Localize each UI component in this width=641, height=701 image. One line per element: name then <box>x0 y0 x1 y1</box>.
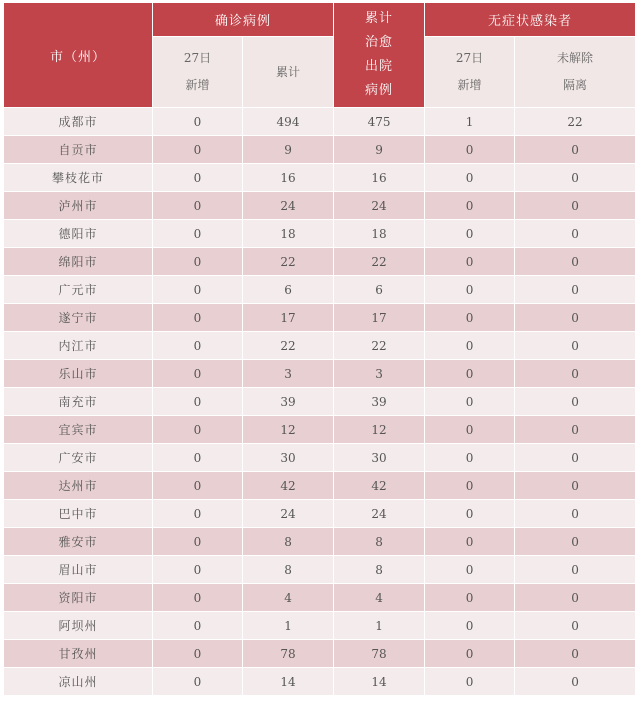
table-row <box>4 500 636 528</box>
cell-asym-isolated: 0 <box>515 500 636 528</box>
cell-city: 攀枝花市 <box>4 164 153 192</box>
subheader-confirmed-new <box>153 37 243 108</box>
table-row <box>4 332 636 360</box>
table-row <box>4 304 636 332</box>
cell-confirmed-total: 3 <box>243 360 334 388</box>
cell-city: 达州市 <box>4 472 153 500</box>
header-recovered-line2: 治愈 <box>365 35 394 50</box>
cell-recovered: 24 <box>334 500 425 528</box>
subheader-asym-new-line2: 新增 <box>457 78 482 92</box>
table-row <box>4 192 636 220</box>
cell-confirmed-new: 0 <box>153 556 243 584</box>
cell-confirmed-new: 0 <box>153 276 243 304</box>
cell-confirmed-new: 0 <box>153 164 243 192</box>
covid-stats-table <box>3 2 636 696</box>
cell-confirmed-total: 42 <box>243 472 334 500</box>
cell-asym-new: 0 <box>425 276 515 304</box>
cell-city: 甘孜州 <box>4 640 153 668</box>
table-row <box>4 416 636 444</box>
header-city: 市（州） <box>4 3 153 108</box>
cell-city: 自贡市 <box>4 136 153 164</box>
cell-recovered: 8 <box>334 528 425 556</box>
table-row <box>4 136 636 164</box>
cell-confirmed-total: 12 <box>243 416 334 444</box>
table-row <box>4 612 636 640</box>
cell-confirmed-total: 16 <box>243 164 334 192</box>
cell-confirmed-total: 6 <box>243 276 334 304</box>
cell-asym-isolated: 0 <box>515 388 636 416</box>
cell-confirmed-total: 39 <box>243 388 334 416</box>
header-confirmed: 确诊病例 <box>153 3 334 37</box>
cell-recovered: 24 <box>334 192 425 220</box>
cell-confirmed-new: 0 <box>153 500 243 528</box>
cell-recovered: 6 <box>334 276 425 304</box>
cell-recovered: 18 <box>334 220 425 248</box>
cell-confirmed-total: 24 <box>243 500 334 528</box>
cell-city: 雅安市 <box>4 528 153 556</box>
header-recovered <box>334 3 425 108</box>
cell-asym-isolated: 0 <box>515 220 636 248</box>
cell-confirmed-new: 0 <box>153 304 243 332</box>
cell-confirmed-new: 0 <box>153 640 243 668</box>
cell-asym-new: 0 <box>425 332 515 360</box>
cell-asym-new: 0 <box>425 136 515 164</box>
table-row <box>4 276 636 304</box>
table-row <box>4 248 636 276</box>
cell-confirmed-total: 4 <box>243 584 334 612</box>
cell-recovered: 9 <box>334 136 425 164</box>
cell-asym-isolated: 0 <box>515 668 636 696</box>
cell-asym-new: 0 <box>425 640 515 668</box>
cell-confirmed-new: 0 <box>153 388 243 416</box>
cell-confirmed-total: 8 <box>243 556 334 584</box>
cell-confirmed-total: 9 <box>243 136 334 164</box>
cell-city: 遂宁市 <box>4 304 153 332</box>
cell-asym-new: 0 <box>425 472 515 500</box>
cell-asym-isolated: 0 <box>515 444 636 472</box>
subheader-confirmed-total: 累计 <box>243 37 334 108</box>
cell-city: 成都市 <box>4 108 153 136</box>
cell-asym-new: 0 <box>425 220 515 248</box>
cell-confirmed-new: 0 <box>153 108 243 136</box>
cell-confirmed-total: 24 <box>243 192 334 220</box>
cell-recovered: 8 <box>334 556 425 584</box>
cell-asym-isolated: 0 <box>515 164 636 192</box>
cell-asym-isolated: 0 <box>515 332 636 360</box>
cell-asym-isolated: 0 <box>515 556 636 584</box>
cell-recovered: 22 <box>334 248 425 276</box>
cell-asym-isolated: 0 <box>515 192 636 220</box>
cell-asym-new: 0 <box>425 444 515 472</box>
cell-confirmed-new: 0 <box>153 528 243 556</box>
cell-asym-new: 0 <box>425 388 515 416</box>
cell-asym-new: 0 <box>425 360 515 388</box>
cell-asym-isolated: 0 <box>515 276 636 304</box>
cell-asym-new: 0 <box>425 500 515 528</box>
cell-asym-isolated: 0 <box>515 360 636 388</box>
cell-confirmed-total: 22 <box>243 332 334 360</box>
cell-confirmed-new: 0 <box>153 668 243 696</box>
cell-confirmed-new: 0 <box>153 416 243 444</box>
cell-confirmed-total: 14 <box>243 668 334 696</box>
cell-confirmed-new: 0 <box>153 136 243 164</box>
cell-asym-new: 0 <box>425 528 515 556</box>
cell-recovered: 14 <box>334 668 425 696</box>
cell-recovered: 78 <box>334 640 425 668</box>
cell-city: 凉山州 <box>4 668 153 696</box>
cell-asym-isolated: 0 <box>515 416 636 444</box>
subheader-asym-isolated-line2: 隔离 <box>563 78 588 92</box>
cell-recovered: 1 <box>334 612 425 640</box>
cell-confirmed-total: 17 <box>243 304 334 332</box>
cell-confirmed-total: 30 <box>243 444 334 472</box>
cell-asym-isolated: 0 <box>515 528 636 556</box>
table-body <box>4 108 636 696</box>
cell-asym-new: 0 <box>425 584 515 612</box>
table-row <box>4 444 636 472</box>
cell-asym-isolated: 0 <box>515 304 636 332</box>
cell-confirmed-total: 22 <box>243 248 334 276</box>
cell-asym-new: 0 <box>425 668 515 696</box>
cell-recovered: 17 <box>334 304 425 332</box>
cell-asym-isolated: 0 <box>515 248 636 276</box>
table-row <box>4 472 636 500</box>
cell-asym-isolated: 0 <box>515 640 636 668</box>
cell-asym-new: 0 <box>425 248 515 276</box>
cell-recovered: 16 <box>334 164 425 192</box>
cell-recovered: 3 <box>334 360 425 388</box>
cell-recovered: 4 <box>334 584 425 612</box>
table-row <box>4 556 636 584</box>
cell-confirmed-new: 0 <box>153 248 243 276</box>
cell-asym-new: 0 <box>425 192 515 220</box>
header-asymptomatic: 无症状感染者 <box>425 3 636 37</box>
header-recovered-line1: 累计 <box>365 11 394 26</box>
cell-city: 宜宾市 <box>4 416 153 444</box>
subheader-asym-new <box>425 37 515 108</box>
cell-confirmed-total: 1 <box>243 612 334 640</box>
cell-city: 绵阳市 <box>4 248 153 276</box>
cell-asym-new: 0 <box>425 612 515 640</box>
cell-confirmed-total: 8 <box>243 528 334 556</box>
header-recovered-line4: 病例 <box>365 83 394 98</box>
table-row <box>4 528 636 556</box>
table-row <box>4 220 636 248</box>
cell-confirmed-new: 0 <box>153 584 243 612</box>
cell-confirmed-new: 0 <box>153 612 243 640</box>
cell-confirmed-new: 0 <box>153 472 243 500</box>
table-row <box>4 108 636 136</box>
cell-confirmed-new: 0 <box>153 360 243 388</box>
header-recovered-line3: 出院 <box>365 59 394 74</box>
cell-city: 眉山市 <box>4 556 153 584</box>
cell-city: 德阳市 <box>4 220 153 248</box>
cell-recovered: 475 <box>334 108 425 136</box>
cell-asym-isolated: 0 <box>515 472 636 500</box>
cell-asym-isolated: 0 <box>515 612 636 640</box>
cell-city: 资阳市 <box>4 584 153 612</box>
cell-city: 内江市 <box>4 332 153 360</box>
cell-confirmed-total: 494 <box>243 108 334 136</box>
cell-city: 广元市 <box>4 276 153 304</box>
cell-asym-new: 0 <box>425 416 515 444</box>
cell-city: 乐山市 <box>4 360 153 388</box>
cell-asym-new: 0 <box>425 556 515 584</box>
cell-recovered: 39 <box>334 388 425 416</box>
cell-recovered: 42 <box>334 472 425 500</box>
cell-confirmed-new: 0 <box>153 332 243 360</box>
subheader-asym-isolated <box>515 37 636 108</box>
cell-asym-isolated: 0 <box>515 584 636 612</box>
cell-confirmed-new: 0 <box>153 220 243 248</box>
cell-recovered: 12 <box>334 416 425 444</box>
cell-asym-new: 0 <box>425 164 515 192</box>
table-row <box>4 584 636 612</box>
cell-asym-isolated: 22 <box>515 108 636 136</box>
cell-recovered: 30 <box>334 444 425 472</box>
table-row <box>4 640 636 668</box>
subheader-asym-new-line1: 27日 <box>455 51 484 65</box>
cell-asym-isolated: 0 <box>515 136 636 164</box>
cell-asym-new: 0 <box>425 304 515 332</box>
cell-city: 广安市 <box>4 444 153 472</box>
cell-city: 泸州市 <box>4 192 153 220</box>
cell-city: 巴中市 <box>4 500 153 528</box>
cell-confirmed-total: 78 <box>243 640 334 668</box>
cell-confirmed-total: 18 <box>243 220 334 248</box>
subheader-confirmed-new-line1: 27日 <box>183 51 212 65</box>
table-row <box>4 668 636 696</box>
table-row <box>4 164 636 192</box>
cell-city: 南充市 <box>4 388 153 416</box>
cell-confirmed-new: 0 <box>153 192 243 220</box>
subheader-confirmed-new-line2: 新增 <box>185 78 210 92</box>
cell-confirmed-new: 0 <box>153 444 243 472</box>
table-row <box>4 388 636 416</box>
table-row <box>4 360 636 388</box>
subheader-asym-isolated-line1: 未解除 <box>557 51 594 65</box>
cell-recovered: 22 <box>334 332 425 360</box>
cell-city: 阿坝州 <box>4 612 153 640</box>
cell-asym-new: 1 <box>425 108 515 136</box>
